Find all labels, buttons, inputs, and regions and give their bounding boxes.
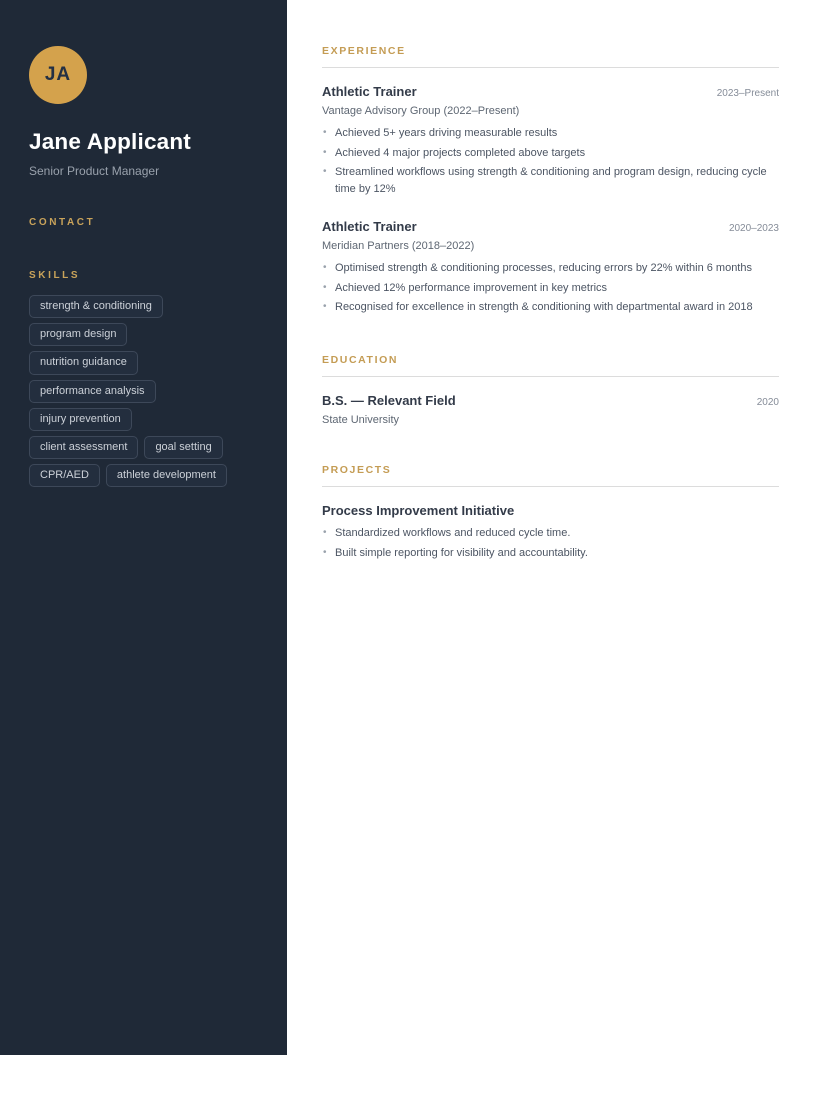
bullet-item: • Built simple reporting for visibility and accountability. bbox=[322, 545, 779, 562]
entry-company: Meridian Partners (2018–2022) bbox=[322, 239, 475, 252]
contact-heading: CONTACT bbox=[29, 217, 96, 228]
skill-tag: performance analysis bbox=[29, 380, 156, 403]
person-job-title: Senior Product Manager bbox=[29, 164, 160, 178]
experience-entry bbox=[322, 84, 779, 198]
experience-section bbox=[322, 45, 779, 316]
bullet-item: • Achieved 4 major projects completed above targets bbox=[322, 145, 779, 162]
entry-header-row bbox=[322, 84, 779, 99]
avatar bbox=[29, 46, 87, 104]
entry-header-row bbox=[322, 503, 779, 518]
project-title: Process Improvement Initiative bbox=[322, 503, 515, 519]
bullet-item: • Streamlined workflows using strength & conditioning and program design, reducing cycle time by 12% bbox=[322, 164, 779, 197]
degree-dates: 2020 bbox=[756, 397, 779, 409]
experience-entry bbox=[322, 219, 779, 316]
skill-tag: program design bbox=[29, 323, 127, 346]
bullet-item: • Achieved 12% performance improvement in key metrics bbox=[322, 280, 779, 297]
education-section bbox=[322, 354, 779, 426]
skills-heading: SKILLS bbox=[29, 270, 81, 281]
skill-tag: athlete development bbox=[106, 464, 227, 487]
project-entry bbox=[322, 503, 779, 561]
entry-bullet-list bbox=[322, 260, 779, 316]
entry-title: Athletic Trainer bbox=[322, 84, 417, 99]
bullet-item: • Optimised strength & conditioning processes, reducing errors by 22% within 6 months bbox=[322, 260, 779, 277]
main-content bbox=[322, 45, 779, 564]
skill-tag: client assessment bbox=[29, 436, 138, 459]
education-heading: EDUCATION bbox=[322, 354, 779, 377]
bullet-item: • Achieved 5+ years driving measurable results bbox=[322, 125, 779, 142]
education-entry bbox=[322, 393, 779, 426]
experience-heading: EXPERIENCE bbox=[322, 45, 779, 68]
projects-heading: PROJECTS bbox=[322, 464, 779, 487]
project-bullet-list bbox=[322, 525, 779, 561]
skills-list bbox=[29, 295, 239, 487]
skill-tag: strength & conditioning bbox=[29, 295, 163, 318]
entry-header-row bbox=[322, 219, 779, 234]
skill-tag: nutrition guidance bbox=[29, 351, 138, 374]
skill-tag: injury prevention bbox=[29, 408, 132, 431]
person-name: Jane Applicant bbox=[29, 129, 192, 154]
skill-tag: goal setting bbox=[144, 436, 222, 459]
sidebar bbox=[0, 0, 287, 1055]
entry-dates: 2020–2023 bbox=[728, 222, 779, 234]
school-name: State University bbox=[322, 414, 400, 427]
entry-company: Vantage Advisory Group (2022–Present) bbox=[322, 105, 520, 117]
entry-header-row bbox=[322, 393, 779, 408]
bullet-item: • Standardized workflows and reduced cycle time. bbox=[322, 525, 779, 542]
entry-title: Athletic Trainer bbox=[322, 218, 417, 234]
projects-section bbox=[322, 464, 779, 561]
skill-tag: CPR/AED bbox=[29, 464, 100, 487]
entry-bullet-list bbox=[322, 125, 779, 198]
entry-dates: 2023–Present bbox=[716, 88, 779, 99]
avatar-initials: JA bbox=[44, 64, 72, 85]
bullet-item: • Recognised for excellence in strength & conditioning with departmental award in 2018 bbox=[322, 299, 779, 316]
degree-title: B.S. — Relevant Field bbox=[322, 393, 456, 409]
